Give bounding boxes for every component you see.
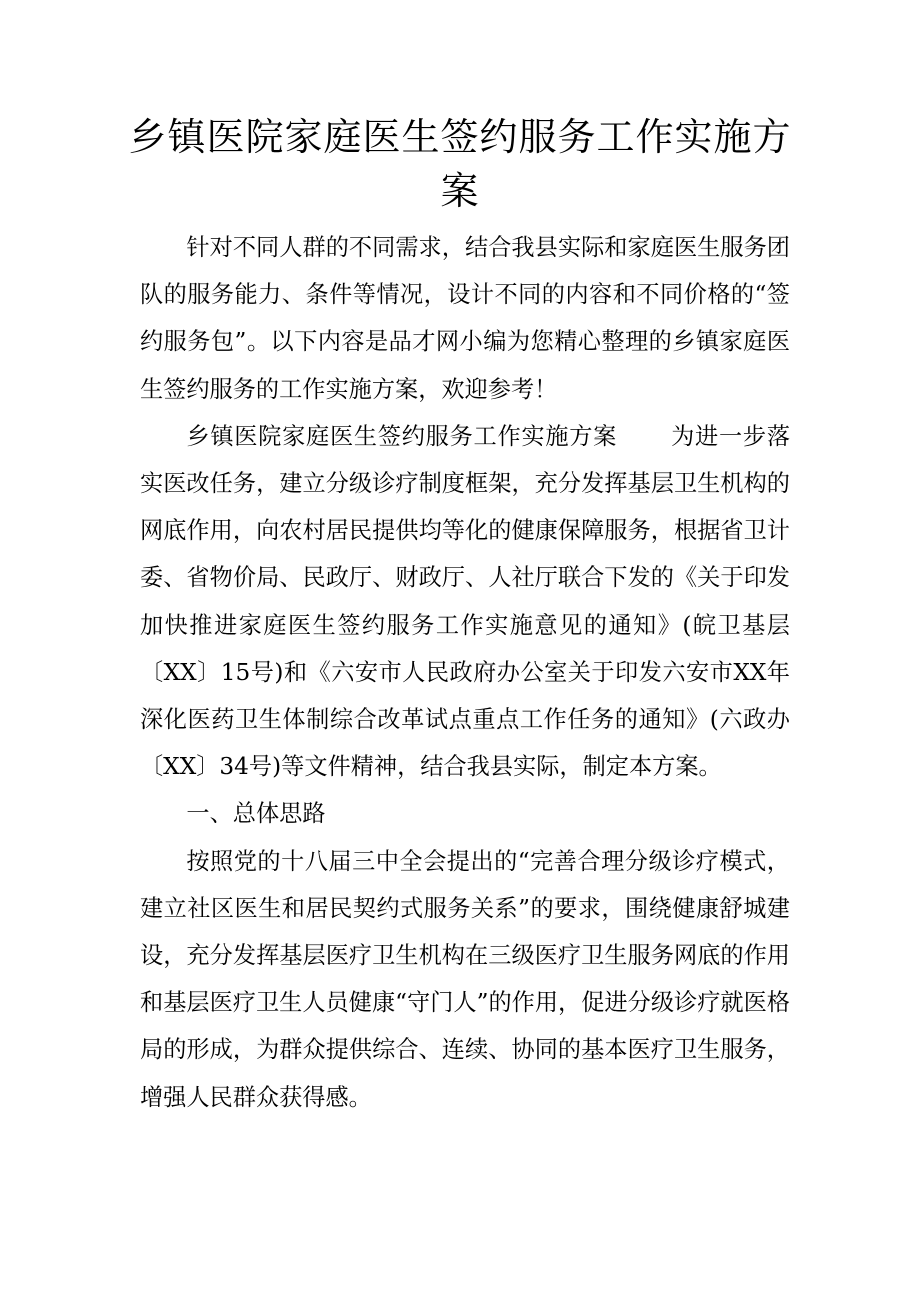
- document-title: 乡镇医院家庭医生签约服务工作实施方案: [128, 115, 792, 213]
- document-body: [140, 224, 790, 1121]
- background-text: 为进一步落实医改任务，建立分级诊疗制度框架，充分发挥基层卫生机构的网底作用，向农村居民提供均等化的健康保障服务，根据省卫计委、省物价局、民政厅、财政厅、人社厅联合下发的《关于印发加快推进家庭医生签约服务工作实施意见的通知》(皖卫基层〔XX〕15号)和《六安市人民政府办公室关于印发六安市XX年深化医药卫生体制综合改革试点重点工作任务的通知》(六政办〔XX〕34号)等文件精神，结合我县实际，制定本方案。: [140, 422, 791, 781]
- section-heading: 一、总体思路: [186, 800, 326, 828]
- intro-paragraph: 针对不同人群的不同需求，结合我县实际和家庭医生服务团队的服务能力、条件等情况，设计不同的内容和不同价格的“签约服务包”。以下内容是品才网小编为您精心整理的乡镇家庭医生签约服务的工作实施方案，欢迎参考！: [140, 234, 790, 403]
- background-paragraph: [140, 413, 790, 791]
- overall-approach-paragraph: 按照党的十八届三中全会提出的“完善合理分级诊疗模式，建立社区医生和居民契约式服务关系”的要求，围绕健康舒城建设，充分发挥基层医疗卫生机构在三级医疗卫生服务网底的作用和基层医疗卫生人员健康“守门人”的作用，促进分级诊疗就医格局的形成，为群众提供综合、连续、协同的基本医疗卫生服务，增强人民群众获得感。: [140, 847, 790, 1111]
- section-title: 乡镇医院家庭医生签约服务工作实施方案: [186, 422, 618, 450]
